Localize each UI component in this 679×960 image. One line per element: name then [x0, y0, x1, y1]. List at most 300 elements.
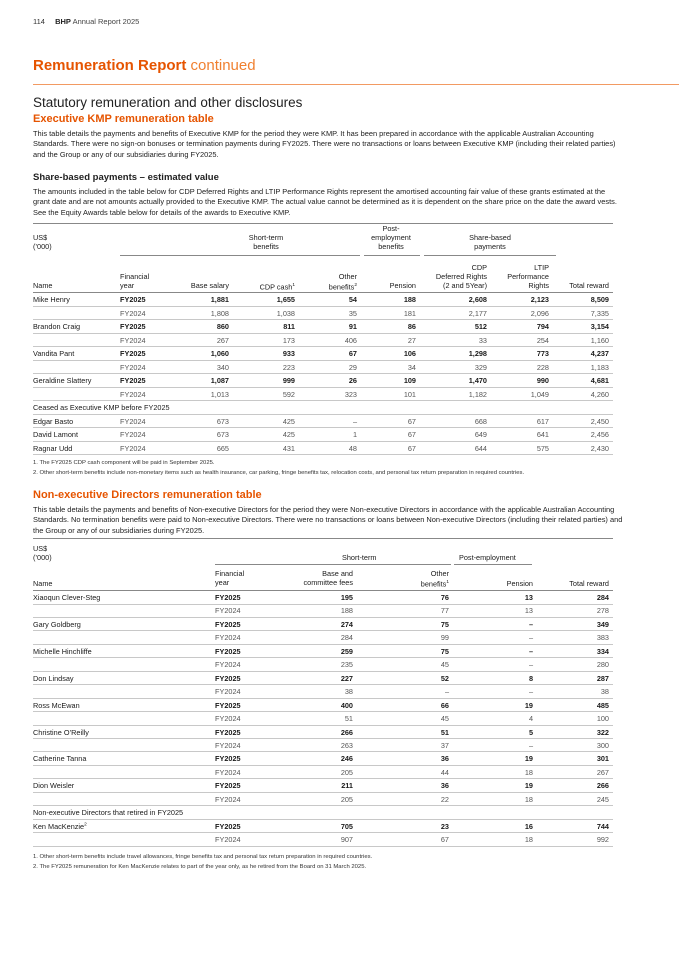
cell-pension: 18	[524, 835, 533, 845]
exec-footnote-1: 1. The FY2025 CDP cash component will be paid in September 2025.	[33, 460, 215, 466]
cell-base-committee-fees: 263	[340, 740, 353, 750]
ned-table-row	[33, 699, 613, 713]
cell-pension: 19	[524, 700, 533, 710]
cell-pension: –	[528, 619, 533, 629]
group-post-line3: benefits	[378, 242, 404, 251]
exec-table-row	[33, 442, 613, 456]
cell-base-committee-fees: 907	[340, 835, 353, 845]
row-name-text: Don Lindsay	[33, 673, 74, 683]
row-year: FY2024	[120, 416, 146, 426]
cell-pension: 18	[524, 767, 533, 777]
cell-pension: 27	[407, 335, 416, 345]
cell-other-benefits: 44	[440, 767, 449, 777]
row-name: Mike Henry	[33, 295, 70, 304]
exec-footnotes	[33, 459, 653, 478]
ned-table-row	[33, 712, 613, 726]
running-header	[33, 17, 139, 26]
ned-table-row	[33, 672, 613, 686]
cell-pension: –	[528, 633, 533, 643]
row-name: David Lamont	[33, 430, 79, 439]
cell-total-reward: 284	[596, 593, 609, 602]
row-name	[33, 593, 100, 602]
exec-remuneration-table	[33, 223, 613, 468]
cell-other-benefits: 37	[440, 740, 449, 750]
cell-base-committee-fees: 266	[340, 727, 353, 737]
cell-cdp-deferred-rights: 1,298	[468, 349, 487, 358]
cell-base-salary: 1,087	[210, 376, 229, 385]
row-name-text: Dion Weisler	[33, 781, 75, 791]
cell-total-reward: 267	[596, 767, 609, 777]
cell-other-benefits: 91	[348, 322, 357, 331]
col-other-line1: Other	[338, 272, 357, 281]
cell-other-benefits: –	[352, 416, 357, 426]
row-name-text: Xiaoqun Clever-Steg	[33, 593, 101, 602]
cell-other-benefits: 67	[348, 349, 357, 358]
cell-total-reward: 4,681	[590, 376, 609, 385]
row-year: FY2025	[215, 593, 241, 602]
group-short-term	[241, 233, 291, 251]
title-divider	[33, 84, 679, 85]
ned-table-row	[33, 685, 613, 699]
row-year: FY2024	[120, 308, 146, 318]
cell-pension: 4	[528, 714, 533, 724]
cell-base-salary: 340	[216, 362, 229, 372]
row-name	[33, 647, 92, 656]
cell-base-committee-fees: 38	[344, 687, 353, 697]
cell-pension: 13	[524, 593, 533, 602]
group-rule-share	[424, 255, 556, 256]
cell-other-benefits: –	[444, 687, 449, 697]
cell-cdp-deferred-rights: 644	[474, 443, 487, 453]
ned-heading: Non-executive Directors remuneration table	[33, 489, 262, 501]
cell-cdp-deferred-rights: 2,608	[468, 295, 487, 304]
cell-other-benefits: 22	[440, 794, 449, 804]
ned-group-post-employment: Post-employment	[459, 553, 516, 562]
ned-col-other-line1: Other	[430, 569, 449, 578]
ned-table-top-rule	[33, 538, 613, 539]
cell-pension: 101	[403, 389, 416, 399]
cell-total-reward: 100	[596, 714, 609, 724]
cell-ltip-rights: 641	[536, 430, 549, 439]
cell-total-reward: 383	[596, 633, 609, 643]
row-name	[33, 728, 89, 737]
row-name: Vandita Pant	[33, 349, 75, 358]
cell-cdp-cash: 431	[282, 443, 295, 453]
cell-pension: 5	[528, 727, 533, 737]
col-total-reward: Total reward	[569, 281, 609, 290]
group-rule-short	[120, 255, 360, 256]
units-label: (’000)	[33, 242, 52, 251]
ned-units-label: (’000)	[33, 553, 52, 562]
section-heading: Statutory remuneration and other disclosures	[33, 95, 303, 110]
cell-base-committee-fees: 259	[340, 646, 353, 656]
cell-ltip-rights: 2,096	[530, 308, 549, 318]
ned-table-row	[33, 604, 613, 618]
cell-other-benefits: 29	[348, 362, 357, 372]
row-year: FY2024	[215, 740, 241, 750]
cell-base-committee-fees: 205	[340, 767, 353, 777]
col-other-sup: 2	[354, 283, 357, 288]
cell-pension: 8	[528, 673, 533, 683]
cell-total-reward: 245	[596, 794, 609, 804]
cell-other-benefits: 36	[440, 781, 449, 791]
cell-cdp-cash: 223	[282, 362, 295, 372]
cell-total-reward: 8,509	[590, 295, 609, 304]
cell-pension: 18	[524, 794, 533, 804]
ned-table-row	[33, 739, 613, 753]
cell-other-benefits: 45	[440, 660, 449, 670]
row-year: FY2024	[215, 606, 241, 616]
cell-pension: –	[528, 646, 533, 656]
row-year: FY2024	[120, 389, 146, 399]
cell-total-reward: 301	[596, 754, 609, 764]
row-name: Edgar Basto	[33, 416, 74, 426]
cell-ltip-rights: 228	[536, 362, 549, 372]
ned-currency-label: US$	[33, 544, 48, 553]
cell-cdp-cash: 1,655	[276, 295, 295, 304]
cell-total-reward: 322	[596, 727, 609, 737]
row-name-text: Catherine Tanna	[33, 754, 87, 764]
cell-base-salary: 267	[216, 335, 229, 345]
ned-intro: This table details the payments and benefits of Non-executive Directors for the period they were Non-executive Directors in accordance with the applicable Australian Accounting Standards. No termination benefits were paid to Non-executive Directors. There were no transactions or loans between Non-executive Directors (including their related parties) and the Group or any of our subsidiaries during FY2025.	[33, 505, 623, 535]
col-cdp-cash-label: CDP cash	[259, 282, 293, 292]
ned-table-row	[33, 631, 613, 645]
cell-total-reward: 7,335	[590, 308, 609, 318]
col-base-salary: Base salary	[190, 281, 229, 290]
cell-cdp-cash: 933	[282, 349, 295, 358]
cell-pension: 67	[407, 430, 416, 439]
col-ltip-line3: Rights	[528, 281, 549, 290]
group-post-line2: employment	[371, 233, 411, 242]
row-name-sup: 2	[84, 822, 87, 828]
exec-table-row	[33, 361, 613, 375]
cell-other-benefits: 323	[344, 389, 357, 399]
cell-cdp-cash: 1,038	[276, 308, 295, 318]
cell-ltip-rights: 794	[536, 322, 549, 331]
cell-total-reward: 992	[596, 835, 609, 845]
cell-ltip-rights: 254	[536, 335, 549, 345]
row-name	[33, 674, 74, 683]
cell-base-salary: 673	[216, 430, 229, 439]
ned-col-year	[215, 569, 244, 587]
cell-total-reward: 744	[596, 821, 609, 831]
ned-col-fees-line1: Base and	[322, 569, 353, 578]
col-other-benefits	[301, 272, 357, 291]
group-short-term-line1: Short-term	[248, 233, 284, 242]
cell-total-reward: 2,456	[590, 430, 609, 439]
ned-col-total: Total reward	[569, 579, 609, 588]
cell-other-benefits: 99	[440, 633, 449, 643]
cell-cdp-cash: 173	[282, 335, 295, 345]
cell-ltip-rights: 2,123	[530, 295, 549, 304]
row-year: FY2024	[215, 687, 241, 697]
cell-total-reward: 280	[596, 660, 609, 670]
row-year: FY2025	[215, 619, 241, 629]
cell-base-salary: 673	[216, 416, 229, 426]
cell-cdp-deferred-rights: 668	[474, 416, 487, 426]
exec-table-row	[33, 307, 613, 321]
cell-ltip-rights: 773	[536, 349, 549, 358]
cell-base-committee-fees: 211	[341, 781, 353, 791]
cell-cdp-deferred-rights: 1,470	[468, 376, 487, 385]
row-year: FY2025	[215, 646, 241, 656]
row-year: FY2025	[215, 727, 241, 737]
cell-other-benefits: 48	[348, 443, 357, 453]
cell-other-benefits: 76	[440, 593, 449, 602]
cell-base-committee-fees: 284	[340, 633, 353, 643]
cell-total-reward: 300	[596, 740, 609, 750]
cell-ltip-rights: 990	[536, 376, 549, 385]
row-year: FY2024	[215, 794, 241, 804]
ned-group-short-term: Short-term	[342, 553, 377, 562]
cell-total-reward: 1,160	[590, 335, 609, 345]
exec-table-row	[33, 334, 613, 348]
ned-table-row	[33, 726, 613, 740]
ned-footnote-2: 2. The FY2025 remuneration for Ken MacKenzie relates to part of the year only, as he retired from the Board on 31 March 2025.	[33, 863, 367, 870]
row-year: FY2025	[215, 781, 241, 791]
brand-name: BHP	[55, 17, 71, 26]
col-ltip	[493, 263, 549, 290]
exec-table-row	[33, 320, 613, 334]
cell-total-reward: 38	[600, 687, 609, 697]
row-year: FY2025	[120, 322, 146, 331]
cell-base-salary: 1,881	[210, 295, 229, 304]
ned-table-row	[33, 658, 613, 672]
cell-other-benefits: 75	[440, 646, 449, 656]
cell-total-reward: 2,430	[590, 443, 609, 453]
row-name	[33, 701, 80, 710]
cell-cdp-cash: 592	[282, 389, 295, 399]
exec-table-row	[33, 428, 613, 442]
row-year: FY2025	[215, 754, 241, 764]
cell-cdp-deferred-rights: 512	[474, 322, 487, 331]
cell-other-benefits: 1	[352, 430, 357, 439]
cell-total-reward: 266	[596, 781, 609, 791]
row-name	[33, 781, 74, 790]
row-year: FY2024	[215, 714, 241, 724]
ned-table-row	[33, 752, 613, 766]
col-year	[120, 272, 149, 290]
row-name: Brandon Craig	[33, 322, 81, 331]
ceased-label-text: Ceased as Executive KMP before FY2025	[33, 403, 170, 412]
ned-table-row	[33, 779, 613, 793]
col-pension: Pension	[389, 281, 416, 290]
ned-group-rule-short	[215, 564, 451, 565]
ned-table-row	[33, 645, 613, 659]
cell-other-benefits: 67	[440, 835, 449, 845]
cell-pension: 19	[524, 754, 533, 764]
page-title-continued: continued	[190, 57, 256, 74]
col-cdp-cash	[239, 281, 295, 291]
ned-col-year-line2: year	[215, 578, 230, 587]
retired-section-label	[33, 806, 613, 820]
cell-pension: –	[528, 660, 533, 670]
cell-other-benefits: 52	[440, 673, 449, 683]
share-text: The amounts included in the table below for CDP Deferred Rights and LTIP Performance Rights represent the amortised accounting fair value of these grants estimated at the grant date and are not amounts actually provided to the Executive KMP. The actual value cannot be determined as it is dependent on the share price on the date the award vests. See the Equity Awards table below for details of the awards to Executive KMP.	[33, 187, 617, 217]
cell-cdp-deferred-rights: 2,177	[468, 308, 487, 318]
cell-total-reward: 1,183	[590, 362, 609, 372]
exec-table-row	[33, 347, 613, 361]
row-name-text: Gary Goldberg	[33, 619, 81, 629]
cell-pension: 188	[403, 295, 416, 304]
row-name-text: Ken MacKenzie	[33, 821, 85, 831]
cell-total-reward: 4,237	[590, 349, 609, 358]
cell-base-committee-fees: 227	[340, 673, 353, 683]
cell-total-reward: 485	[596, 700, 609, 710]
cell-cdp-deferred-rights: 649	[474, 430, 487, 439]
cell-ltip-rights: 1,049	[530, 389, 549, 399]
col-deferred-line3: (2 and 5Year)	[443, 281, 487, 290]
exec-intro: This table details the payments and benefits of Executive KMP for the period they were KMP. It has been prepared in accordance with the applicable Australian Accounting Standards. There were no sign-on bonuses or termination payments during FY2025. There were no transactions or loans between Executive KMP (including their related parties) and the Group or any of our subsidiaries during FY2025.	[33, 129, 616, 159]
col-deferred-line2: Deferred Rights	[435, 272, 487, 281]
col-ltip-line2: Performance	[507, 272, 549, 281]
cell-other-benefits: 35	[348, 308, 357, 318]
exec-table-row	[33, 293, 613, 307]
group-post-employment	[363, 224, 419, 251]
row-name-text: Ross McEwan	[33, 700, 80, 710]
row-year: FY2025	[120, 349, 146, 358]
ned-col-fees	[283, 569, 353, 587]
cell-cdp-deferred-rights: 329	[474, 362, 487, 372]
cell-total-reward: 334	[596, 646, 609, 656]
cell-cdp-deferred-rights: 33	[478, 335, 487, 345]
cell-other-benefits: 26	[348, 376, 357, 385]
col-ltip-line1: LTIP	[534, 263, 549, 272]
cell-pension: 67	[407, 443, 416, 453]
row-year: FY2024	[215, 660, 241, 670]
page-number: 114	[33, 17, 45, 26]
cell-cdp-cash: 425	[282, 430, 295, 439]
ned-table-row	[33, 766, 613, 780]
cell-pension: 16	[524, 821, 533, 831]
ned-col-year-line1: Financial	[215, 569, 245, 578]
cell-pension: 19	[524, 781, 533, 791]
group-short-term-line2: benefits	[253, 242, 279, 251]
page-title-main: Remuneration Report	[33, 57, 187, 74]
cell-base-committee-fees: 400	[340, 700, 353, 710]
cell-pension: –	[528, 740, 533, 750]
cell-pension: –	[528, 687, 533, 697]
col-deferred-line1: CDP	[471, 263, 487, 272]
cell-pension: 106	[403, 349, 416, 358]
ned-table-row	[33, 820, 613, 834]
group-share-based	[458, 233, 522, 251]
ned-footnote-1: 1. Other short-term benefits include travel allowances, fringe benefits tax and personal tax return preparation in required countries.	[33, 854, 373, 860]
col-year-line2: year	[120, 281, 135, 290]
group-rule-post	[364, 255, 420, 256]
cell-pension: 181	[403, 308, 416, 318]
cell-base-committee-fees: 274	[340, 619, 353, 629]
row-year: FY2024	[120, 443, 146, 453]
col-cdp-cash-sup: 1	[292, 283, 295, 288]
exec-table-row	[33, 415, 613, 429]
row-year: FY2025	[215, 821, 241, 831]
group-share-line1: Share-based	[469, 233, 511, 242]
cell-other-benefits: 66	[440, 700, 449, 710]
cell-other-benefits: 36	[440, 754, 449, 764]
cell-other-benefits: 77	[440, 606, 449, 616]
row-name: Ragnar Udd	[33, 443, 73, 453]
currency-label: US$	[33, 233, 48, 242]
ned-remuneration-table	[33, 538, 613, 850]
col-year-line1: Financial	[120, 272, 150, 281]
ned-col-name: Name	[33, 579, 53, 588]
exec-heading: Executive KMP remuneration table	[33, 113, 214, 125]
cell-base-salary: 1,808	[210, 308, 229, 318]
col-cdp-deferred	[417, 263, 487, 290]
cell-base-committee-fees: 246	[340, 754, 353, 764]
cell-total-reward: 4,260	[590, 389, 609, 399]
row-name	[33, 620, 81, 629]
cell-total-reward: 2,450	[590, 416, 609, 426]
cell-base-committee-fees: 51	[344, 714, 353, 724]
cell-cdp-cash: 999	[282, 376, 295, 385]
exec-footnote-2: 2. Other short-term benefits include non-monetary items such as health insurance, car parking, fringe benefits tax, relocation costs, and personal tax return preparation in required countries.	[33, 469, 525, 476]
group-share-line2: payments	[474, 242, 506, 251]
ned-table-row	[33, 618, 613, 632]
cell-ltip-rights: 617	[536, 416, 549, 426]
ned-table-row	[33, 833, 613, 847]
cell-pension: 13	[524, 606, 533, 616]
row-year: FY2024	[215, 767, 241, 777]
cell-total-reward: 349	[596, 619, 609, 629]
ned-table-row	[33, 793, 613, 807]
cell-pension: 67	[407, 416, 416, 426]
cell-total-reward: 3,154	[590, 322, 609, 331]
cell-other-benefits: 54	[348, 295, 357, 304]
ned-table-row	[33, 591, 613, 605]
cell-other-benefits: 75	[440, 619, 449, 629]
page-title	[33, 57, 256, 74]
row-year: FY2024	[120, 430, 146, 439]
group-post-line1: Post-	[382, 224, 400, 233]
row-year: FY2024	[120, 335, 146, 345]
cell-base-salary: 1,060	[210, 349, 229, 358]
cell-pension: 34	[407, 362, 416, 372]
cell-total-reward: 287	[596, 673, 609, 683]
cell-cdp-cash: 425	[282, 416, 295, 426]
row-year: FY2025	[120, 376, 146, 385]
cell-cdp-deferred-rights: 1,182	[468, 389, 487, 399]
cell-base-committee-fees: 195	[340, 593, 353, 602]
row-name-text: Christine O’Reilly	[33, 727, 89, 737]
share-heading: Share-based payments – estimated value	[33, 172, 219, 183]
ned-group-rule-post	[454, 564, 532, 565]
cell-pension: 86	[407, 322, 416, 331]
ceased-section-label	[33, 401, 613, 415]
row-name-text: Michelle Hinchliffe	[33, 646, 92, 656]
col-other-line2: benefits	[328, 282, 355, 292]
row-year: FY2024	[215, 633, 241, 643]
cell-total-reward: 278	[596, 606, 609, 616]
cell-base-salary: 665	[216, 443, 229, 453]
cell-ltip-rights: 575	[536, 443, 549, 453]
row-year: FY2024	[215, 835, 241, 845]
row-name	[33, 754, 86, 763]
row-year: FY2025	[215, 700, 241, 710]
row-year: FY2025	[215, 673, 241, 683]
cell-base-committee-fees: 235	[340, 660, 353, 670]
ned-col-other-line2: benefits	[420, 579, 447, 589]
retired-label-text: Non-executive Directors that retired in FY2025	[33, 808, 184, 818]
cell-cdp-cash: 811	[283, 322, 295, 331]
row-year: FY2024	[120, 362, 146, 372]
exec-table-row	[33, 374, 613, 388]
cell-base-committee-fees: 188	[340, 606, 353, 616]
cell-base-salary: 860	[216, 322, 229, 331]
report-name: Annual Report 2025	[72, 17, 140, 26]
cell-other-benefits: 45	[440, 714, 449, 724]
